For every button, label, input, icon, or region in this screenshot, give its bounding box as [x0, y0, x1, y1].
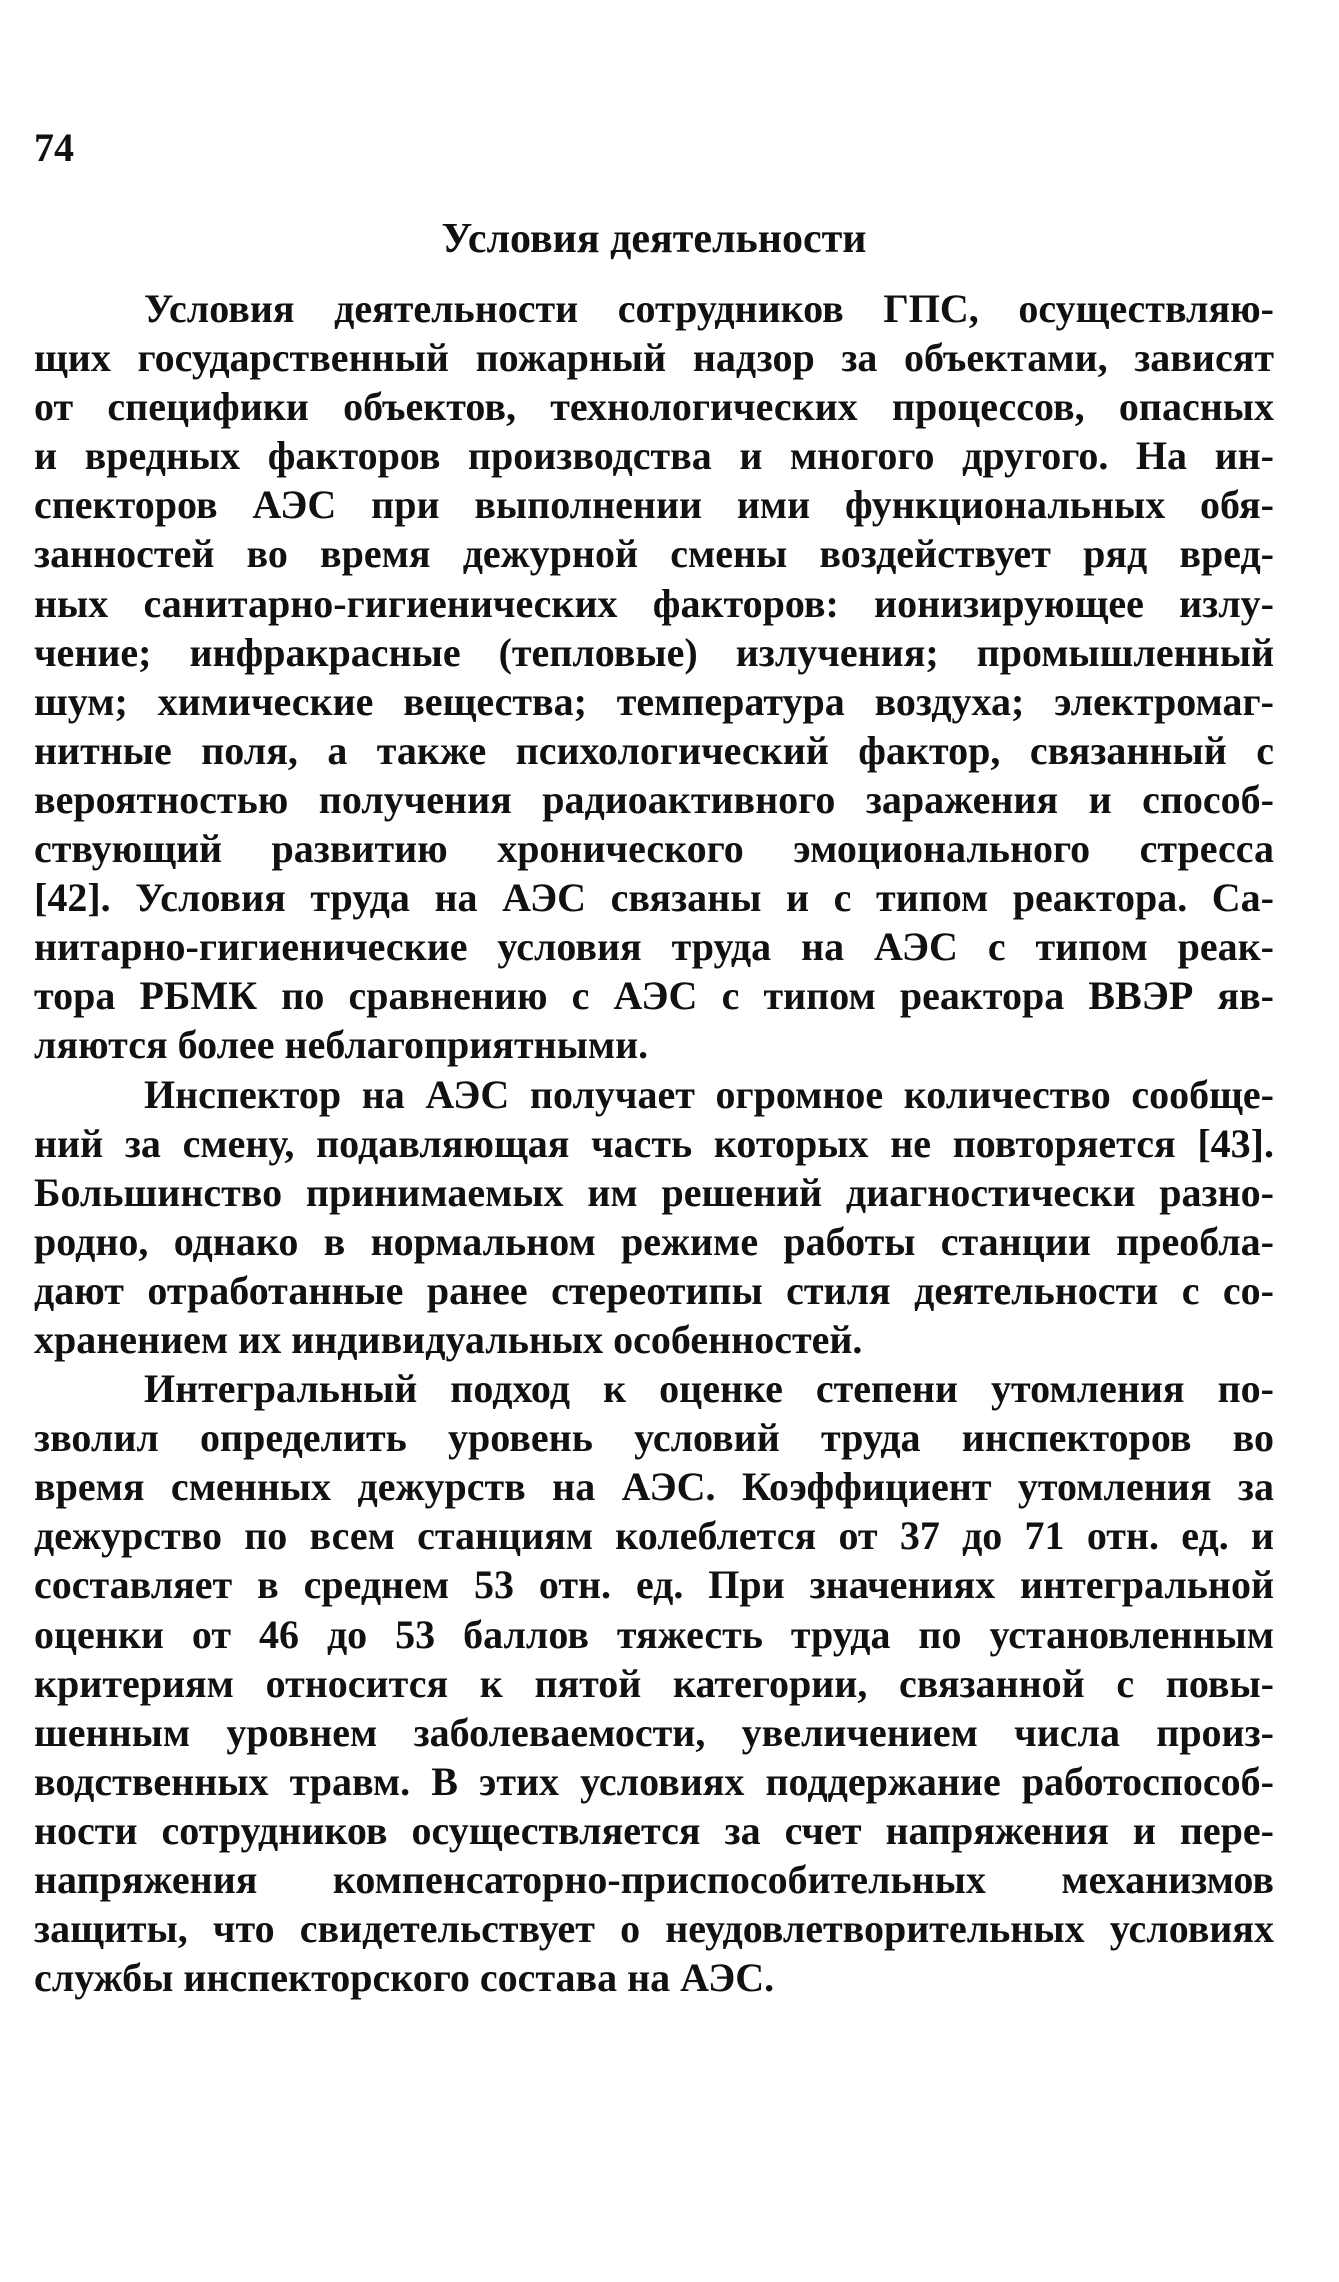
- text-line: водственных травм. В этих условиях поддержание работоспособ-: [34, 1758, 1274, 1804]
- text-line: дают отработанные ранее стереотипы стиля деятельности с со-: [34, 1267, 1274, 1313]
- text-line: ности сотрудников осуществляется за счет напряжения и пере-: [34, 1807, 1274, 1853]
- text-line: ствующий развитию хронического эмоционального стресса: [34, 826, 1274, 872]
- text-line: время сменных дежурств на АЭС. Коэффициент утомления за: [34, 1464, 1274, 1510]
- paragraph-fatigue-assessment: [34, 1364, 1274, 2002]
- text-line: оценки от 46 до 53 баллов тяжесть труда по установленным: [34, 1611, 1274, 1657]
- text-line: шенным уровнем заболеваемости, увеличением числа произ-: [34, 1709, 1274, 1755]
- text-line: напряжения компенсаторно-приспособительных механизмов: [34, 1857, 1274, 1902]
- text-line: составляет в среднем 53 отн. ед. При значениях интегральной: [34, 1562, 1274, 1608]
- text-line: тора РБМК по сравнению с АЭС с типом реактора ВВЭР яв-: [34, 973, 1274, 1019]
- text-line: шум; химические вещества; температура воздуха; электромаг-: [34, 678, 1274, 724]
- section-title: Условия деятельности: [441, 216, 867, 262]
- page-number: 74: [34, 125, 74, 170]
- text-line: защиты, что свидетельствует о неудовлетворительных условиях: [34, 1906, 1274, 1952]
- text-line: дежурство по всем станциям колеблется от 37 до 71 отн. ед. и: [34, 1513, 1274, 1559]
- text-line: занностей во время дежурной смены воздействует ряд вред-: [34, 531, 1274, 577]
- text-line: ных санитарно-гигиенических факторов: ионизирующее излу-: [34, 580, 1274, 626]
- text-line: нитные поля, а также психологический фактор, связанный с: [34, 727, 1274, 773]
- text-line: нитарно-гигиенические условия труда на АЭС с типом реак-: [34, 924, 1274, 970]
- text-line: родно, однако в нормальном режиме работы станции преобла-: [34, 1218, 1274, 1264]
- text-line: вероятностью получения радиоактивного заражения и способ-: [34, 776, 1274, 822]
- text-line: [42]. Условия труда на АЭС связаны и с типом реактора. Са-: [34, 875, 1274, 921]
- text-line: спекторов АЭС при выполнении ими функциональных обя-: [34, 482, 1274, 528]
- text-line: зволил определить уровень условий труда инспекторов во: [34, 1415, 1274, 1461]
- text-line: хранением их индивидуальных особенностей.: [34, 1316, 863, 1362]
- text-line: чение; инфракрасные (тепловые) излучения; промышленный: [34, 629, 1274, 675]
- text-line: от специфики объектов, технологических процессов, опасных: [34, 384, 1274, 430]
- text-line: Интегральный подход к оценке степени утомления по-: [144, 1366, 1274, 1412]
- text-line: Условия деятельности сотрудников ГПС, осуществляю-: [144, 286, 1274, 331]
- text-line: критериям относится к пятой категории, связанной с повы-: [34, 1660, 1274, 1706]
- text-line: и вредных факторов производства и многого другого. На ин-: [34, 433, 1274, 479]
- text-line: ний за смену, подавляющая часть которых не повторяется [43].: [34, 1120, 1274, 1166]
- paragraph-inspector-messages: [34, 1070, 1274, 1365]
- text-line: щих государственный пожарный надзор за объектами, зависят: [34, 335, 1274, 381]
- text-line: Большинство принимаемых им решений диагностически разно-: [34, 1169, 1274, 1215]
- text-line: ляются более неблагоприятными.: [34, 1022, 649, 1068]
- body-text: [34, 284, 1274, 2002]
- text-line: Инспектор на АЭС получает огромное количество сообще-: [144, 1071, 1274, 1117]
- paragraph-working-conditions: [34, 284, 1274, 1070]
- text-line: службы инспекторского состава на АЭС.: [34, 1955, 775, 2001]
